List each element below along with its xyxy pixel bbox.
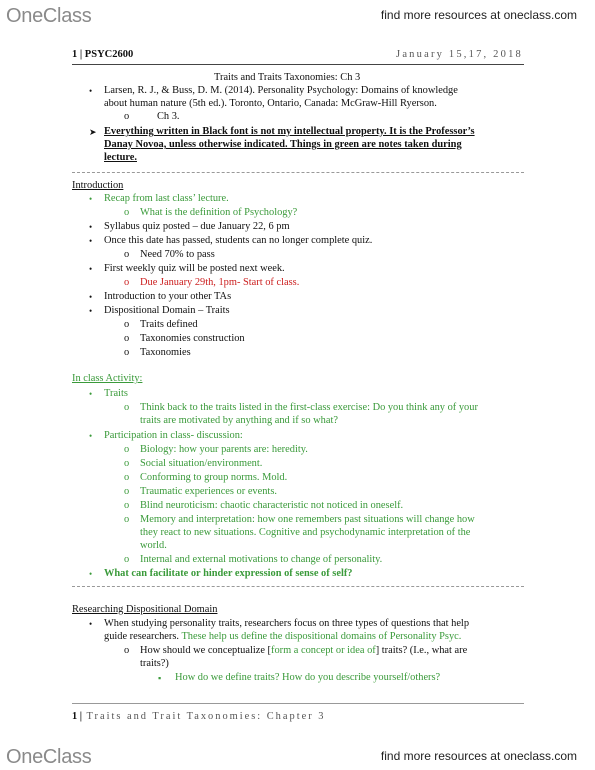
arrow-bullet-icon: ➤: [89, 127, 97, 137]
intro-sub-2: Taxonomies construction: [140, 333, 245, 344]
intro-domain: Dispositional Domain – Traits: [104, 305, 230, 316]
activity-traits: Traits: [104, 388, 128, 399]
footer-rule: [72, 703, 524, 704]
activity-memory-3: world.: [140, 540, 167, 551]
circle-bullet-icon: o: [124, 500, 130, 511]
top-banner: [0, 0, 595, 32]
activity-heading: In class Activity:: [72, 373, 143, 384]
circle-bullet-icon: o: [124, 319, 130, 330]
header-rule: [72, 64, 524, 65]
header-course: 1 | PSYC2600: [72, 49, 134, 60]
activity-memory-1: Memory and interpretation: how one remembers past situations will change how: [140, 514, 475, 525]
bullet-icon: •: [89, 86, 93, 96]
research-p2-black: guide researchers.: [104, 631, 180, 642]
circle-bullet-icon: o: [124, 207, 130, 218]
reference-line-1: Larsen, R. J., & Buss, D. M. (2014). Personality Psychology: Domains of knowledge: [104, 85, 458, 96]
bullet-icon: •: [89, 569, 93, 579]
bullet-icon: •: [89, 222, 93, 232]
circle-bullet-icon: o: [124, 458, 130, 469]
circle-bullet-icon: o: [124, 472, 130, 483]
activity-item: Traumatic experiences or events.: [140, 486, 277, 497]
research-p2-green: These help us define the dispositional domains of Personality Psyc.: [181, 631, 462, 642]
intro-due: Due January 29th, 1pm- Start of class.: [140, 277, 300, 288]
research-p2: [104, 631, 461, 644]
research-q1: [140, 645, 467, 658]
intro-sub-3: Taxonomies: [140, 347, 191, 358]
circle-bullet-icon: o: [124, 111, 130, 122]
reference-chapter: Ch 3.: [157, 111, 180, 122]
oneclass-logo[interactable]: OneClass: [6, 746, 92, 768]
circle-bullet-icon: o: [124, 347, 130, 358]
footer-page-number: 1 |: [72, 711, 83, 722]
research-q1-a: How should we conceptualize [: [140, 645, 271, 656]
bullet-icon: •: [89, 306, 93, 316]
square-bullet-icon: ▪: [158, 673, 162, 683]
bullet-icon: •: [89, 264, 93, 274]
circle-bullet-icon: o: [124, 486, 130, 497]
activity-memory-2: they react to new situations. Cognitive and psychodynamic interpretation of the: [140, 527, 471, 538]
intro-heading: Introduction: [72, 180, 124, 191]
research-heading: Researching Dispositional Domain: [72, 604, 218, 615]
research-p1: When studying personality traits, researchers focus on three types of questions that help: [104, 618, 470, 629]
activity-internal: Internal and external motivations to change of personality.: [140, 554, 383, 565]
document-title: Traits and Traits Taxonomies: Ch 3: [214, 72, 361, 83]
resources-link[interactable]: find more resources at oneclass.com: [380, 749, 577, 763]
oneclass-logo[interactable]: OneClass: [6, 5, 92, 27]
intro-weekly: First weekly quiz will be posted next week.: [104, 263, 285, 274]
circle-bullet-icon: o: [124, 444, 130, 455]
circle-bullet-icon: o: [124, 249, 130, 260]
activity-item: Biology: how your parents are: heredity.: [140, 444, 308, 455]
activity-think-2: traits are motivated by anything and if so what?: [140, 415, 338, 426]
disclaimer-line-3: lecture.: [104, 152, 137, 163]
intro-syllabus: Syllabus quiz posted – due January 22, 6 pm: [104, 221, 290, 232]
circle-bullet-icon: o: [124, 333, 130, 344]
bullet-icon: •: [89, 292, 93, 302]
disclaimer-line-2: Danay Novoa, unless otherwise indicated. Things in green are notes taken during: [104, 139, 462, 150]
intro-recap: Recap from last class’ lecture.: [104, 193, 229, 204]
circle-bullet-icon: o: [124, 554, 130, 565]
bullet-icon: •: [89, 389, 93, 399]
research-sub: How do we define traits? How do you describe yourself/others?: [175, 672, 441, 683]
activity-item: Blind neuroticism: chaotic characteristic not noticed in oneself.: [140, 500, 404, 511]
bullet-icon: •: [89, 431, 93, 441]
header-date: January 15,17, 2018: [396, 49, 523, 60]
research-q1-b: form a concept or idea of: [271, 645, 376, 656]
section-divider: [72, 586, 524, 587]
reference-line-2: about human nature (5th ed.). Toronto, Ontario, Canada: McGraw-Hill Ryerson.: [104, 98, 437, 109]
research-q1-d: traits?): [140, 658, 169, 669]
disclaimer-line-1: Everything written in Black font is not my intellectual property. It is the Professor’s: [104, 126, 475, 137]
section-divider: [72, 172, 524, 173]
activity-item: Social situation/environment.: [140, 458, 263, 469]
intro-need: Need 70% to pass: [140, 249, 215, 260]
activity-think-1: Think back to the traits listed in the first-class exercise: Do you think any of your: [140, 402, 478, 413]
footer-title: Traits and Trait Taxonomies: Chapter 3: [86, 711, 326, 722]
bullet-icon: •: [89, 236, 93, 246]
bullet-icon: •: [89, 194, 93, 204]
resources-link[interactable]: find more resources at oneclass.com: [380, 8, 577, 22]
page-footer: [72, 711, 325, 722]
circle-bullet-icon: o: [124, 402, 130, 413]
intro-sub-1: Traits defined: [140, 319, 198, 330]
circle-bullet-icon: o: [124, 514, 130, 525]
activity-item: Conforming to group norms. Mold.: [140, 472, 288, 483]
intro-once: Once this date has passed, students can no longer complete quiz.: [104, 235, 373, 246]
bottom-banner: [0, 740, 595, 770]
bullet-icon: •: [89, 619, 93, 629]
research-q1-c: ] traits? (I.e., what are: [375, 645, 468, 656]
intro-recap-question: What is the definition of Psychology?: [140, 207, 298, 218]
intro-tas: Introduction to your other TAs: [104, 291, 232, 302]
circle-bullet-icon: o: [124, 645, 130, 656]
activity-question: What can facilitate or hinder expression of sense of self?: [104, 568, 353, 579]
circle-bullet-icon: o: [124, 277, 130, 288]
activity-participation: Participation in class- discussion:: [104, 430, 243, 441]
